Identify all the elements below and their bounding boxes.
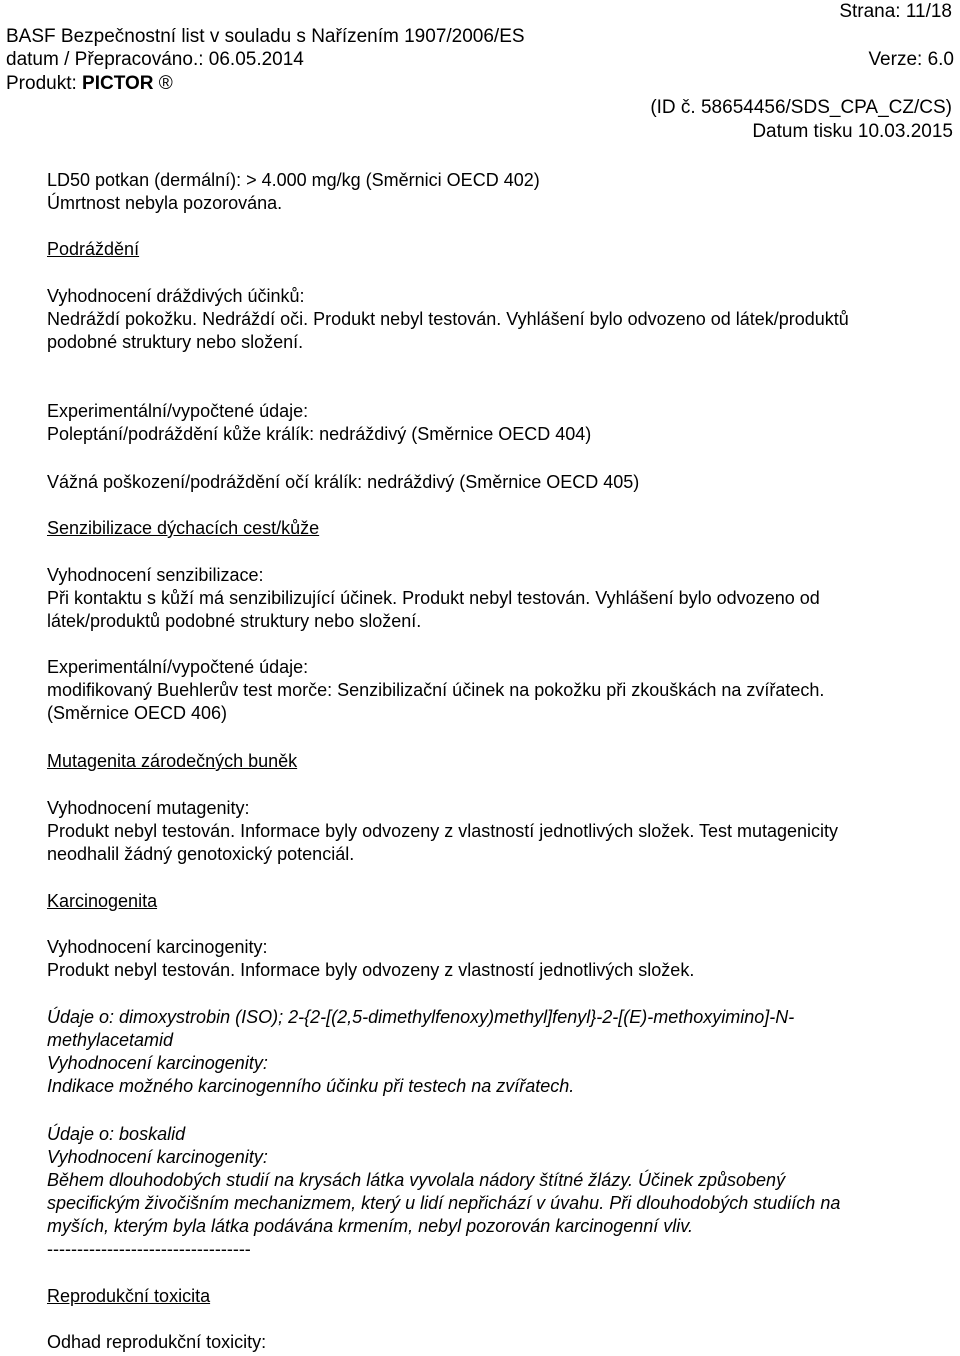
- dimoxystrobin-data: Údaje o: dimoxystrobin (ISO); 2-{2-[(2,5-dimethylfenoxy)methyl]fenyl}-2-[(E)-methoxyimino]-N- methylacetamid Vyhodnocení karcinogenity: Indikace možného karcinogenního účinku při testech na zvířatech.: [47, 1007, 795, 1096]
- print-date: Datum tisku 10.03.2015: [752, 121, 953, 142]
- mortality-note: Úmrtnost nebyla pozorována.: [47, 193, 283, 213]
- section-heading-irritation: Podráždění: [47, 239, 140, 259]
- document-title: BASF Bezpečnostní list v souladu s Nařízením 1907/2006/ES: [6, 26, 525, 47]
- product-label: Produkt:: [6, 73, 83, 94]
- product-name: PICTOR: [82, 73, 154, 94]
- version: Verze: 6.0: [868, 49, 954, 70]
- irritation-experimental: Experimentální/vypočtené údaje: Poleptání/podráždění kůže králík: nedráždivý (Směrnice OECD 404): [47, 401, 592, 444]
- reproductive-evaluation: Odhad reprodukční toxicity:: [47, 1332, 267, 1352]
- separator-line: ----------------------------------: [47, 1239, 251, 1259]
- irritation-evaluation: Vyhodnocení dráždivých účinků: Nedráždí pokožku. Nedráždí oči. Produkt nebyl testován. Vyhlášení bylo odvozeno od látek/produktů podobné struktury nebo složení.: [47, 286, 849, 352]
- product-line: [6, 72, 173, 95]
- sensitization-experimental: Experimentální/vypočtené údaje: modifikovaný Buehlerův test morče: Senzibilizační účinek na pokožku při zkouškách na zvířatech. (Směrnice OECD 406): [47, 657, 825, 723]
- section-heading-mutagenicity: Mutagenita zárodečných buněk: [47, 751, 298, 771]
- section-heading-reproductive: Reprodukční toxicita: [47, 1286, 211, 1306]
- revision-date: datum / Přepracováno.: 06.05.2014: [6, 49, 304, 70]
- ld50-block: [47, 169, 540, 215]
- section-heading-sensitization: Senzibilizace dýchacích cest/kůže: [47, 518, 320, 538]
- page-number: Strana: 11/18: [839, 1, 952, 22]
- section-heading-carcinogenicity: Karcinogenita: [47, 891, 158, 911]
- ld50-value: LD50 potkan (dermální): > 4.000 mg/kg (Směrnici OECD 402): [47, 170, 540, 190]
- carcinogenicity-evaluation: Vyhodnocení karcinogenity: Produkt nebyl testován. Informace byly odvozeny z vlastností jednotlivých složek.: [47, 937, 695, 980]
- sensitization-evaluation: Vyhodnocení senzibilizace: Při kontaktu s kůží má senzibilizující účinek. Produkt nebyl testován. Vyhlášení bylo odvozeno od látek/produktů podobné struktury nebo složení.: [47, 565, 820, 631]
- boskalid-data: Údaje o: boskalid Vyhodnocení karcinogenity: Během dlouhodobých studií na krysách látka vyvolala nádory štítné žlázy. Účinek způsobený specifickým živočišním mechanizmem, který u lidí nepřichází v úvahu. Při dlouhodobých studiích na myších, kterým byla látka podávána krmením, nebyl pozorován karcinogenní vliv.: [47, 1124, 841, 1236]
- registered-mark: ®: [158, 73, 173, 94]
- document-id: (ID č. 58654456/SDS_CPA_CZ/CS): [650, 97, 952, 118]
- mutagenicity-evaluation: Vyhodnocení mutagenity: Produkt nebyl testován. Informace byly odvozeny z vlastností jednotlivých složek. Test mutagenicity neodhalil žádný genotoxický potenciál.: [47, 798, 839, 864]
- eye-damage: Vážná poškození/podráždění očí králík: nedráždivý (Směrnice OECD 405): [47, 472, 640, 492]
